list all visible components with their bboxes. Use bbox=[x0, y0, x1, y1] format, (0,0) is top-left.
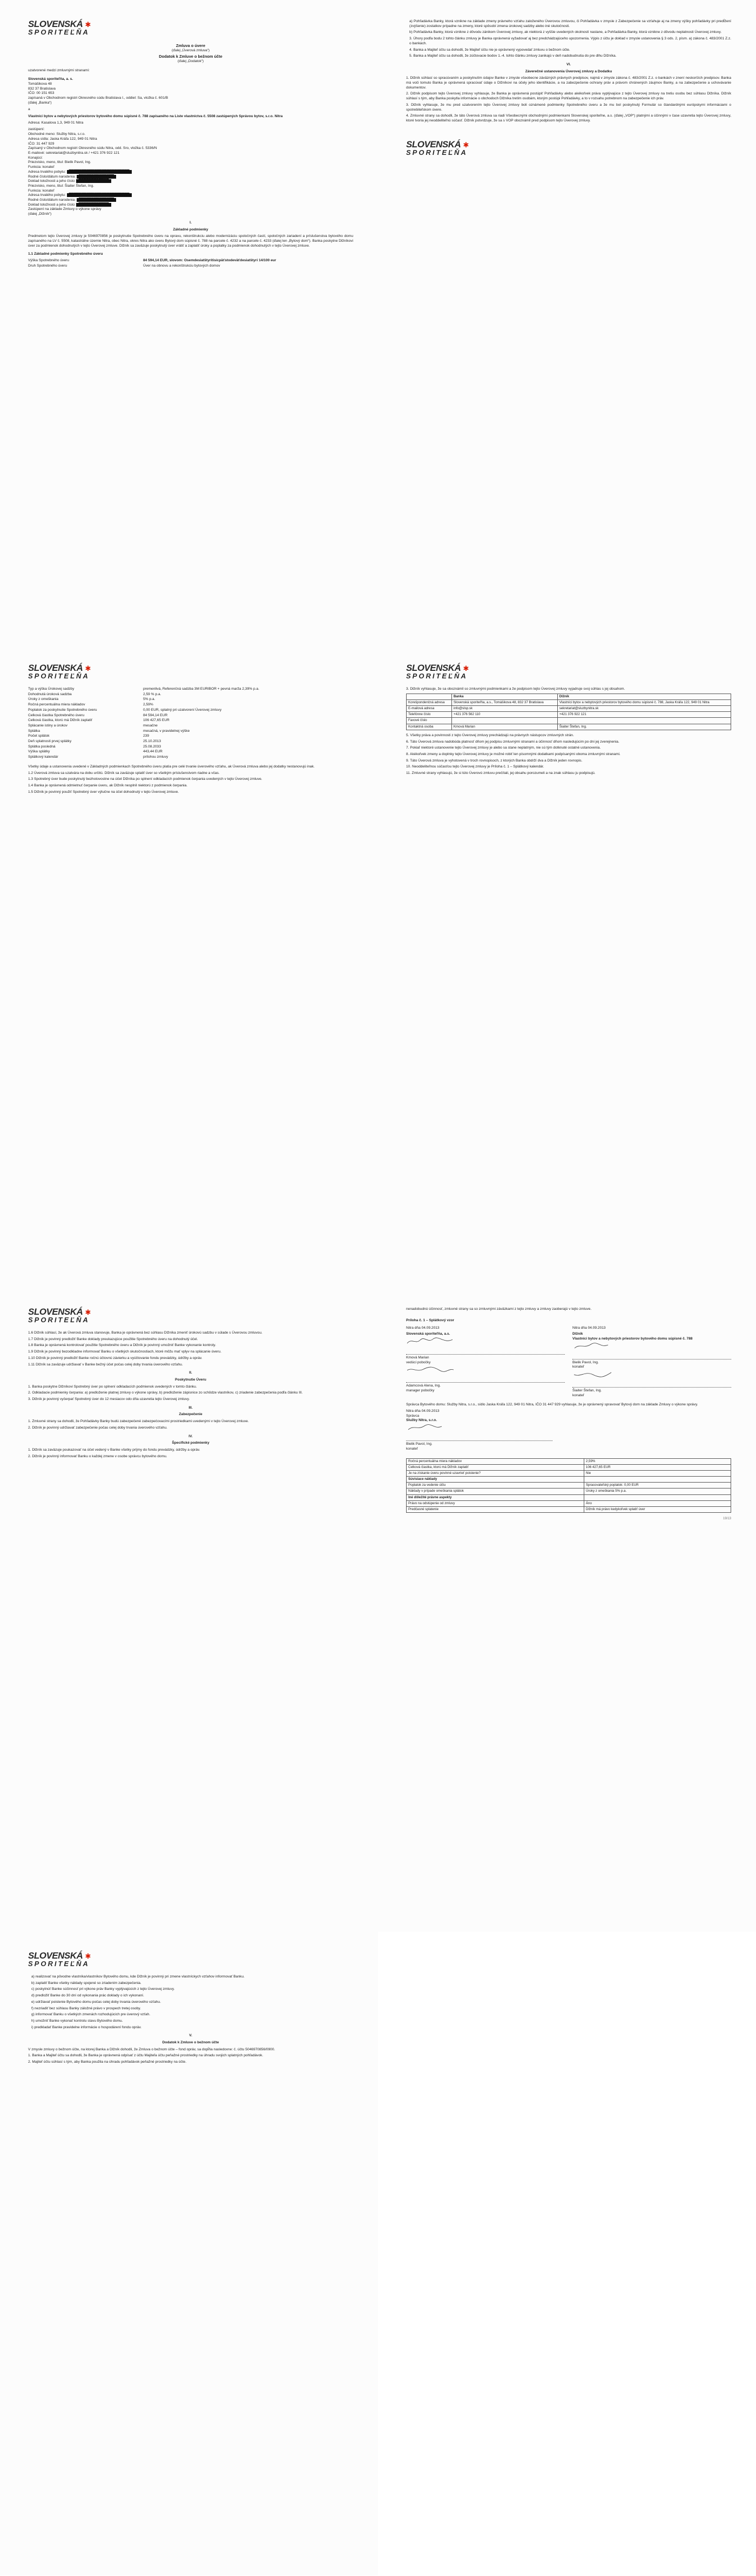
table-cell bbox=[584, 1477, 731, 1483]
table-row bbox=[407, 1458, 731, 1464]
repr-line: Rodné číslo/dátum narodenia: ██████████████ bbox=[28, 175, 353, 180]
term-label: Celková čiastka Spotrebného úveru bbox=[28, 713, 85, 717]
party-label: Správca bbox=[406, 1413, 420, 1418]
clause-paragraph: 1. Dlžník súhlasí so spracúvaním a poskytnutím údajov Banke v zmysle všeobecne záväzných právnych predpisov, najmä v zmysle zákona č. 483/2001 Z.z. o bankách v znení neskorších predpisov. Banka má voči tomuto Banka je oprávnená spracúvať údaje o Dlžníkovi na účely jeho identifikácie, a na zabezpečenie ochrany práv a právom chránených záujmov Banky, a na zabezpečenie a uchovávanie dokumentov. bbox=[406, 76, 731, 90]
list-item: 1.4 Banka je oprávnená odmietnuť čerpanie úveru, ak Dlžník nesplnil niektorú z podmienok čerpania. bbox=[28, 783, 187, 787]
bank-logo: SLOVENSKÁ ✱ SPORITEĽŇA bbox=[28, 1950, 91, 1968]
list-item: 9. Táto Úverová zmluva je vyhotovená v troch rovnopisoch, z ktorých Banka obdrží dva a Dlžník jeden rovnopis. bbox=[406, 758, 583, 763]
table-cell: 2,59% bbox=[584, 1458, 731, 1464]
list-item: 6. Táto Úverová zmluva nadobúda platnosť dňom jej podpisu zmluvnými stranami a účinnosť dňom nasledujúcim po dni jej zverejnenia. bbox=[406, 739, 619, 744]
list-item: 1.6 Dlžník súhlasí, že ak Úverová zmluva stanovuje, Banka je oprávnená bez súhlasu Dlžníka zmeniť úrokovú sadzbu v súlade s Úverovou zmluvou. bbox=[28, 1331, 262, 1335]
document-page-5 bbox=[0, 1288, 378, 1932]
section-number: III. bbox=[188, 1405, 193, 1410]
term-value: 443,44 EUR bbox=[143, 750, 163, 754]
document-page-2 bbox=[378, 0, 756, 644]
section-title: Základné podmienky bbox=[173, 227, 208, 232]
redaction-bar: ██████████████ bbox=[77, 175, 116, 179]
list-item: 10. Neoddeliteľnou súčasťou tejto Úverovej zmluvy je Príloha č. 1 – Splátkový kalendár. bbox=[406, 765, 544, 769]
star-icon: ✱ bbox=[85, 1952, 91, 1960]
client-address: Adresa: Kasalova 1,3, 949 01 Nitra bbox=[28, 120, 84, 125]
loan-terms bbox=[28, 259, 353, 268]
term-label: Splácanie istiny a úrokov bbox=[28, 723, 68, 728]
bank-block bbox=[28, 77, 353, 105]
bank-line: IČO: 00 151 653 bbox=[28, 91, 55, 96]
section-paragraph: Predmetom tejto Úverovej zmluvy je 5046970856 je poskytnutie Spotrebného úveru na opravu, rekonštrukciu alebo modernizáciu spoločných častí, spoločných zariadení a príslušenstva bytového domu zapísaného na LV č. 5508, katastrálne územie Nitra, obec Nitra, okres Nitra ako úveru Bytový dom súpisné č. 788 na parcele č. 4232 a na parcele č. 4233 (ďalej len „Bytový dom“). Banka poskytne Dlžníkovi úver za podmienok dohodnutých v tejto Úverovej zmluve. Dlžník sa zaväzuje poskytnutý úver vrátiť a zaplatiť úroky a poplatky za podmienok dohodnutých v tejto Úverovej zmluve. bbox=[28, 234, 353, 248]
table-cell: Predčasné splatenie bbox=[407, 1507, 584, 1513]
term-value: 84 594,14 EUR bbox=[143, 713, 168, 717]
table-row bbox=[407, 699, 731, 705]
loan-parameters bbox=[28, 687, 353, 760]
page-number: 19/13 bbox=[723, 1517, 731, 1521]
list-item: 8. Akékoľvek zmeny a doplnky tejto Úverovej zmluvy je možné robiť len písomnými dodatkami podpísanými oboma zmluvnými stranami. bbox=[406, 752, 620, 756]
signature-block bbox=[406, 1423, 552, 1451]
table-row bbox=[407, 1470, 731, 1476]
signature-scribble bbox=[406, 1365, 455, 1372]
clause-paragraph: 2. Dlžník podpisom tejto Úverovej zmluvy vyhlasuje, že Banka je oprávnená postúpiť Pohľadávky alebo akékoľvek práva vyplývajúce z tejto Úverovej zmluvy na tretiu osobu bez súhlasu Dlžníka. Dlžník súhlasí s tým, aby Banka poskytla informácie o obchodoch Dlžníka tretím osobám, ktorým postúpi Pohľadávky, a to v rozsahu potrebnom na zabezpečenie ich práv. bbox=[406, 92, 731, 101]
term-label: Splátka posledná bbox=[28, 744, 56, 749]
table-row bbox=[407, 1494, 731, 1500]
list-item: a) realizovať na pôvodne vlastníka/vlastníkov Bytového domu, kde Dlžník je povinný pri zmene vlastníckych vzťahov informovať Banku. bbox=[31, 1975, 245, 1979]
representation-intro: zastúpení: bbox=[28, 127, 45, 132]
bank-signatures bbox=[406, 1326, 565, 1398]
list-item: c) poskytnúť Banke súčinnosť pri výkone práv Banky vyplývajúcich z tejto Úverovej zmluvy. bbox=[31, 1987, 175, 1992]
table-cell: sekretariat@sluzbynitra.sk bbox=[557, 706, 731, 712]
repr-line: Funkcia: konateľ bbox=[28, 188, 55, 193]
term-label: Počet splátok bbox=[28, 734, 50, 738]
section-number: I. bbox=[190, 220, 192, 225]
signature-scribble bbox=[572, 1342, 621, 1349]
repr-line: Zapísaný v Obchodnom registri Okresného súdu Nitra, odd. Sro, vložka č. 5336/N bbox=[28, 146, 157, 151]
bank-line: zapísaná v Obchodnom registri Okresného súdu Bratislava I., oddiel: Sa, vložka č. 601/B bbox=[28, 96, 168, 100]
list-item: g) informovať Banku o všetkých zmenách rozhodujúcich pre úverový vzťah. bbox=[31, 2013, 151, 2017]
clause-paragraph: 2. Dlžník je povinný udržiavať zabezpečenie počas celej doby trvania úverového vzťahu. bbox=[28, 1425, 167, 1430]
table-header: Banka bbox=[451, 694, 557, 699]
table-cell: 106 427,65 EUR bbox=[584, 1464, 731, 1470]
table-row bbox=[407, 712, 731, 718]
repr-line: Adresa sídla: Jaska Kráľa 122, 949 01 Nitra bbox=[28, 137, 97, 141]
term-label: Deň splatnosti prvej splátky bbox=[28, 739, 72, 744]
table-row bbox=[407, 1483, 731, 1488]
section-number: V. bbox=[189, 2034, 192, 2038]
annex-title: Príloha č. 1 – Splátkový vzor bbox=[406, 1318, 455, 1322]
repr-line: Obchodné meno: Služby Nitra, s.r.o. bbox=[28, 132, 85, 137]
signer-name: Šiaiter Štefan, Ing. bbox=[572, 1387, 731, 1394]
table-cell: Ročná percentuálna miera nákladov bbox=[407, 1458, 584, 1464]
term-value: 84 594,14 EUR, slovom: Osemdesiatštyritisícpäťstodeväťdesiatštyri 14/100 eur bbox=[143, 259, 276, 263]
clause-paragraph: nenadobudnú účinnosť, zmluvné strany sa so zmluvnými záväzkami z tejto zmluvy a zmluvy zaoberajú v tejto zmluve. bbox=[406, 1307, 592, 1311]
term-label: Splátka bbox=[28, 729, 40, 733]
table-cell: Právo na odstúpenie od zmluvy bbox=[407, 1500, 584, 1506]
clause-paragraph: 2. Dlžník je povinný informovať Banku o každej zmene v osobe správcu bytového domu. bbox=[28, 1454, 167, 1458]
clause-paragraph: 3. Dlžník vyhlasuje, že mu pred uzatvorením tejto Úverovej zmluvy boli oznámené podmienky Spotrebného úveru a že mu bol poskytnutý Formulár so štandardnými európskymi informáciami o spotrebiteľskom úvere. bbox=[406, 103, 731, 112]
section-title: Špecifické podmienky bbox=[172, 1441, 210, 1445]
table-cell: Úroky z omeškania 5% p.a. bbox=[584, 1488, 731, 1494]
signer-name: Adamcová Alena, Ing. bbox=[406, 1382, 565, 1389]
star-icon: ✱ bbox=[85, 1308, 91, 1316]
repr-line: Priezvisko, meno, titul: Bielik Pavol, Ing. bbox=[28, 160, 91, 165]
table-cell: Kontaktná osoba bbox=[407, 724, 452, 730]
table-cell: info@slsp.sk bbox=[451, 706, 557, 712]
list-item: 1.3 Spotrebný úver bude poskytnutý bezhotovostne na účet Dlžníka po splnení odkladacích podmienok čerpania uvedených v tejto Úverovej zmluve. bbox=[28, 777, 262, 781]
list-item: 4. Banka a Majiteľ účtu sa dohodli, že Majiteľ účtu nie je oprávnený vypovedať zmluvu o bežnom účte. bbox=[409, 47, 570, 52]
document-page-8-blank bbox=[378, 1932, 756, 2575]
clause-paragraph: 2. Odkladacie podmienky čerpania: a) predloženie platnej zmluvy o výkone správy, b) predloženie zápisnice zo schôdze vlastníkov, c) zriadenie zabezpečenia podľa článku III. bbox=[28, 1391, 303, 1395]
representation-block bbox=[28, 132, 353, 217]
party-label: Slovenská sporiteľňa, a.s. bbox=[406, 1332, 450, 1336]
repr-line: Doklad totožnosti a jeho číslo: ████████████ bbox=[28, 179, 353, 184]
term-label: Poplatok za poskytnutie Spotrebného úveru bbox=[28, 708, 97, 712]
table-cell: Je na získanie úveru povinné uzavrieť poistenie? bbox=[407, 1470, 584, 1476]
table-row bbox=[407, 694, 731, 699]
signature-block bbox=[406, 1365, 565, 1393]
table-header bbox=[407, 694, 452, 699]
bank-logo: SLOVENSKÁ ✱ SPORITEĽŇA bbox=[406, 663, 469, 680]
term-label: Výška Spotrebného úveru bbox=[28, 259, 69, 263]
table-cell: Korešpondenčná adresa bbox=[407, 699, 452, 705]
bank-logo: SLOVENSKÁ ✱ SPORITEĽŇA bbox=[28, 1307, 91, 1324]
signature-block bbox=[572, 1342, 731, 1370]
term-label: Celková čiastka, ktorú má Dlžník zaplatiť bbox=[28, 718, 93, 723]
obligations-list bbox=[31, 1975, 353, 2030]
list-item: b) Pohľadávka Banky, ktorá vznikne z dôvodu zánikom Úverovej zmluvy, ak niektorá z vyššie uvedených okolností nastane, a Pohľadávka Banky, ktorá vznikne z dôvodu neplatnosti Úverovej zmluvy. bbox=[409, 30, 722, 35]
section-number: II. bbox=[189, 1371, 192, 1375]
redaction-bar: ████████████████████████ bbox=[67, 170, 132, 174]
table-row bbox=[407, 1464, 731, 1470]
term-value: 0,00 EUR, splatný pri uzatvorení Úverovej zmluvy bbox=[143, 708, 222, 712]
repr-line: Zastúpení na základe Zmluvy o výkone správy bbox=[28, 207, 102, 212]
document-page-7 bbox=[0, 1932, 378, 2575]
clause-paragraph: 2. Majiteľ účtu súhlasí s tým, aby Banka použila na úhradu pohľadávok peňažné prostriedky na účte. bbox=[28, 2060, 187, 2064]
clause-paragraph: Všetky údaje a ustanovenia uvedené v Základných podmienkach Spotrebného úveru platia pre celé trvanie úverového vzťahu, ak Úverová zmluva alebo jej dodatky nestanovujú inak. bbox=[28, 764, 315, 769]
repr-line: Rodné číslo/dátum narodenia: ██████████████ bbox=[28, 198, 353, 203]
table-cell: Súvisiace náklady bbox=[407, 1477, 584, 1483]
table-cell: E-mailová adresa bbox=[407, 706, 452, 712]
section-title: Poskytnutie Úveru bbox=[175, 1377, 206, 1382]
term-label: Dohodnutá úroková sadzba bbox=[28, 692, 72, 696]
document-page-4 bbox=[378, 644, 756, 1288]
signer-name: Kmová Marian bbox=[406, 1354, 565, 1361]
redaction-bar: ████████████████████████ bbox=[67, 193, 132, 197]
table-cell bbox=[584, 1494, 731, 1500]
document-page-3 bbox=[0, 644, 378, 1288]
term-value: mesačne bbox=[143, 723, 158, 728]
table-cell: Telefónne číslo bbox=[407, 712, 452, 718]
bank-line: Tomášikova 48 bbox=[28, 81, 52, 86]
list-item: h) umožniť Banke vykonať kontrolu stavu Bytového domu. bbox=[31, 2018, 123, 2023]
section-number: VI. bbox=[566, 62, 571, 66]
client-heading: Vlastníci bytov a nebytových priestorov bytového domu súpisné č. 788 zapísaného na Liste vlastníctva č. 5508 zastúpených Správou bytov, s.r.o. Nitra bbox=[28, 114, 283, 119]
administrator-name: Služby Nitra, s.r.o. bbox=[406, 1418, 437, 1423]
clause-list bbox=[406, 733, 731, 776]
clause-paragraph: 1. Zmluvné strany sa dohodli, že Pohľadávky Banky budú zabezpečené zabezpečovacími prostriedkami uvedenými v tejto Úverovej zmluve. bbox=[28, 1419, 249, 1424]
term-label: Splátkový kalendár bbox=[28, 755, 58, 759]
repr-line: (ďalej „Dlžník“) bbox=[28, 212, 52, 216]
section-title: Dodatok k Zmluve o bežnom účte bbox=[162, 2041, 219, 2045]
document-page-6 bbox=[378, 1288, 756, 1932]
table-cell: Áno bbox=[584, 1500, 731, 1506]
list-item: 1.8 Banka je oprávnená kontrolovať použitie Spotrebného úveru a Dlžník je povinný umožniť Banke vykonanie kontroly. bbox=[28, 1343, 216, 1348]
clause-paragraph: 1. Banka poskytne Dlžníkovi Spotrebný úver po splnení odkladacích podmienok uvedených v tomto článku. bbox=[28, 1384, 197, 1389]
list-item: 1.7 Dlžník je povinný predložiť Banke doklady preukazujúce použitie Spotrebného úveru na dohodnutý účel. bbox=[28, 1337, 198, 1341]
list-item: 5. Banka a Majiteľ účtu sa dohodli, že zúčtovacie bodov 1.-4. tohto článku zmluvy zanikajú v deň nadobudnutia do pre dlhu Dlžníka. bbox=[409, 54, 617, 58]
subsection-title: 1.1 Základné podmienky Spotrebného úveru bbox=[28, 252, 103, 256]
table-cell: Vlastníci bytov a nebytových priestorov bytového domu súpisné č. 788, Jaska Kráľa 122, 949 01 Nitra bbox=[557, 699, 731, 705]
section-number: IV. bbox=[188, 1434, 193, 1438]
signer-role: konateľ bbox=[572, 1365, 584, 1369]
bank-line: 832 37 Bratislava bbox=[28, 86, 56, 91]
signature-scribble bbox=[572, 1370, 621, 1377]
repr-line: IČO: 31 447 929 bbox=[28, 141, 55, 146]
repr-line: Adresa trvalého pobytu: ████████████████████████ bbox=[28, 170, 353, 175]
signer-role: manager pobočky bbox=[406, 1388, 435, 1392]
signer-role: konateľ bbox=[572, 1393, 584, 1397]
table-row bbox=[407, 1488, 731, 1494]
list-item: d) predložiť Banke do 30 dní od vykonania prác doklady o ich vykonaní. bbox=[31, 1994, 144, 1998]
repr-line: E-mailové: sekretariat@sluzbynitra.sk / +421 376 922 121 bbox=[28, 151, 120, 155]
debtor-name: Vlastníci bytov a nebytových priestorov bytového domu súpisné č. 788 bbox=[572, 1336, 693, 1341]
redaction-bar: ████████████ bbox=[76, 203, 111, 207]
term-value: 25.10.2013 bbox=[143, 739, 161, 744]
table-cell: +421 376 562 110 bbox=[451, 712, 557, 718]
table-row bbox=[407, 1507, 731, 1513]
place-date: Nitra dňa 04.09.2013 bbox=[406, 1409, 440, 1413]
logo-line-2: SPORITEĽŇA bbox=[28, 28, 90, 36]
debtor-signatures bbox=[572, 1326, 731, 1398]
signer-role: vedúci pobočky bbox=[406, 1360, 431, 1364]
list-item: 1.10 Dlžník je povinný predložiť Banke ročnú účtovnú závierku a vyúčtovanie fondu prevádzky, údržby a opráv. bbox=[28, 1356, 202, 1360]
contacts-table bbox=[406, 694, 731, 730]
clause-paragraph: V zmysle zmluvy o bežnom účte, na ktorej Banka a Dlžník dohodli, že Zmluva o bežnom účte – fond opráv, sa dopĺňa nasledovne: č. účtu 5046970856/0900. bbox=[28, 2047, 275, 2051]
list-item: 1.2 Úverová zmluva sa uzatvára na dobu určitú. Dlžník sa zaväzuje splatiť úver so všetkým príslušenstvom riadne a včas. bbox=[28, 771, 220, 775]
clause-paragraph: 4. Zmluvné strany sa dohodli, že táto Úverová zmluva sa riadi Všeobecnými obchodnými podmienkami Slovenskej sporiteľne, a.s. (ďalej „VOP“) platnými a účinnými v čase uzavretia tejto Úverovej zmluvy, ktoré tvoria jej neoddeliteľnú súčasť. Dlžník potvrdzuje, že sa s VOP oboznámil pred podpisom tejto Úverovej zmluvy. bbox=[406, 114, 731, 123]
term-value: 25.08.2033 bbox=[143, 744, 161, 749]
contract-title: Zmluva o úvere bbox=[176, 43, 206, 48]
clause-list bbox=[28, 771, 353, 795]
signature-area bbox=[406, 1326, 731, 1398]
table-cell: Slovenská sporiteľňa, a.s., Tomášikova 48, 832 37 Bratislava bbox=[451, 699, 557, 705]
repr-line: Funkcia: konateľ bbox=[28, 165, 55, 169]
term-value: Úver na obnovu a rekonštrukciu bytových domov bbox=[143, 263, 220, 268]
table-row bbox=[407, 706, 731, 712]
signature-scribble bbox=[406, 1337, 455, 1344]
logo-line-1: SLOVENSKÁ bbox=[28, 19, 83, 29]
amendment-subtitle: (ďalej „Dodatok“) bbox=[178, 59, 204, 63]
contract-subtitle: (ďalej „Úverová zmluva“) bbox=[172, 48, 210, 52]
repr-line: Priezvisko, meno, titul: Šiaiter Štefan, Ing. bbox=[28, 183, 94, 188]
term-label: Výška splátky bbox=[28, 750, 50, 754]
term-value: 106 427,65 EUR bbox=[143, 718, 170, 723]
term-value: premenlivá, Referenčná sadzba 3M EURIBOR + pevná marža 2,39% p.a. bbox=[143, 687, 259, 691]
signer-name: Bielik Pavol, Ing. bbox=[572, 1359, 731, 1365]
table-row bbox=[407, 1477, 731, 1483]
table-cell: Iné dôležité právne aspekty bbox=[407, 1494, 584, 1500]
star-icon: ✱ bbox=[463, 664, 469, 672]
list-item: 5. Všetky práva a povinnosti z tejto Úverovej zmluvy prechádzajú na právnych nástupcov zmluvných strán. bbox=[406, 733, 574, 737]
section-title: Zabezpečenie bbox=[179, 1412, 202, 1417]
clause-paragraph: 1. Dlžník sa zaväzuje poukazovať na účet vedený v Banke všetky príjmy do fondu prevádzky, údržby a opráv. bbox=[28, 1447, 200, 1452]
list-item: 7. Pokiaľ niektoré ustanovenie tejto Úverovej zmluvy je alebo sa stane neplatným, nie sú tým dotknuté ostatné ustanovenia. bbox=[406, 746, 601, 750]
loan-info-table bbox=[406, 1458, 731, 1513]
bank-line: (ďalej „Banka“) bbox=[28, 100, 52, 105]
table-header: Dlžník bbox=[557, 694, 731, 699]
table-row bbox=[407, 1500, 731, 1506]
term-label: Ročná percentuálna miera nákladov bbox=[28, 703, 85, 707]
table-cell: Spracovateľský poplatok: 0,00 EUR bbox=[584, 1483, 731, 1488]
redaction-bar: ██████████████ bbox=[77, 198, 116, 202]
party-label: Dlžník bbox=[572, 1332, 583, 1336]
table-cell: Celková čiastka, ktorú má Dlžník zaplatiť bbox=[407, 1464, 584, 1470]
signature-scribble bbox=[406, 1423, 455, 1431]
list-item: 3. Úhory podľa bodu 2 tohto článku zmluvy je Banka oprávnená vyžadovať aj bez predchádzajúceho upozornenia. Výpis z účtu je doklad v zmysle ustanovenia § 3 ods. 2, písm. a) zákona č. 483/2001 Z.z. o bankách. bbox=[409, 37, 731, 45]
term-label: Typ a výška Úrokovej sadzby bbox=[28, 687, 75, 691]
signer-role: konateľ bbox=[406, 1446, 418, 1451]
bank-logo: SLOVENSKÁ ✱ SPORITEĽŇA bbox=[28, 663, 91, 680]
section-title: Záverečné ustanovenia Úverovej zmluvy a Dodatku bbox=[525, 69, 612, 73]
term-value: prílohou zmluvy bbox=[143, 755, 168, 759]
clause-list bbox=[28, 1331, 353, 1367]
document-page-1 bbox=[0, 0, 378, 644]
term-value: 2,59 % p.a. bbox=[143, 692, 161, 696]
intro-text: uzatvorené medzi zmluvnými stranami: bbox=[28, 69, 90, 73]
redaction-bar: ████████████ bbox=[76, 179, 111, 183]
table-row bbox=[407, 718, 731, 724]
repr-line: Adresa trvalého pobytu: ████████████████████████ bbox=[28, 193, 353, 198]
repr-line: Konajúci: bbox=[28, 155, 43, 160]
place-date: Nitra dňa 04.09.2013 bbox=[572, 1326, 606, 1330]
list-item: 1.11 Dlžník sa zaväzuje udržiavať v Banke bežný účet počas celej doby trvania úverového vzťahu. bbox=[28, 1362, 183, 1367]
amendment-title: Dodatok k Zmluve o bežnom účte bbox=[159, 54, 222, 59]
bank-line: Slovenská sporiteľňa, a. s. bbox=[28, 77, 73, 81]
bank-logo: SLOVENSKÁ ✱ SPORITEĽŇA bbox=[406, 139, 469, 157]
place-date: Nitra dňa 04.09.2013 bbox=[406, 1326, 440, 1330]
term-value: 239 bbox=[143, 734, 150, 738]
term-value: mesačná, v pravidelnej výške bbox=[143, 729, 190, 733]
clause-paragraph: 3. Dlžník je povinný vyčerpať Spotrebný úver do 12 mesiacov odo dňa uzavretia tejto Úverovej zmluvy. bbox=[28, 1397, 190, 1402]
list-item: 11. Zmluvné strany vyhlasujú, že si túto Úverovú zmluvu prečítali, jej obsahu porozumeli a na znak súhlasu ju podpisujú. bbox=[406, 771, 596, 776]
term-value: 2,59% bbox=[143, 703, 153, 707]
list-item: b) zaplatiť Banke všetky náklady spojené so zriadením zabezpečenia. bbox=[31, 1981, 141, 1985]
table-row bbox=[407, 724, 731, 730]
table-cell: Náklady v prípade omeškania splátok bbox=[407, 1488, 584, 1494]
table-cell: Poplatok za vedenie účtu bbox=[407, 1483, 584, 1488]
list-item: 1.5 Dlžník je povinný použiť Spotrebný úver výlučne na účel dohodnutý v tejto Úverovej zmluve. bbox=[28, 790, 179, 794]
signature-block bbox=[406, 1337, 565, 1365]
star-icon: ✱ bbox=[85, 664, 91, 672]
clause-paragraph: 3. Dlžník vyhlasuje, že sa oboznámil so zmluvnými podmienkami a že podpisom tejto Úverovej zmluvy vyjadruje svoj súhlas s jej obsahom. bbox=[406, 687, 625, 691]
table-cell: Šiaiter Štefan, Ing. bbox=[557, 724, 731, 730]
claims-list bbox=[409, 19, 731, 59]
signer-name: Bielik Pavol, Ing. bbox=[406, 1440, 552, 1447]
list-item: i) predkladať Banke pravidelne informácie o hospodárení fondu opráv. bbox=[31, 2025, 141, 2029]
table-cell: Dlžník má právo kedykoľvek splatiť úver bbox=[584, 1507, 731, 1513]
administrator-statement: Správca Bytového domu: Služby Nitra, s.r.o., sídlo Jaska Kráľa 122, 949 01 Nitra, IČO 31 447 929 vyhlasuje, že je oprávnený spravovať Bytový dom na základe Zmluvy o výkone správy. bbox=[406, 1403, 698, 1407]
clause-paragraph: 1. Banka a Majiteľ účtu sa dohodli, že Banka je oprávnená odpísať z účtu Majiteľa účtu peňažné prostriedky na úhradu svojich splatných pohľadávok. bbox=[28, 2054, 264, 2058]
signature-block bbox=[572, 1370, 731, 1398]
term-label: Úroky z omeškania bbox=[28, 697, 59, 702]
list-item: f) nezriadiť bez súhlasu Banky záložné právo v prospech tretej osoby. bbox=[31, 2006, 141, 2010]
term-value: 5% p.a. bbox=[143, 697, 156, 702]
list-item: a) Pohľadávka Banky, ktorá vznikne na základe zmeny právneho vzťahu založeného Úverovou zmluvou, či Pohľadávka v zmysle z Zabezpečenie sa vzťahuje aj na zmeny výšky pohľadávky pri predĺžení (zvýšenie) zostatkov prípadne na zmeny, ktoré spôsobí zmena úrokovej sadzby alebo iné skutočnosti. bbox=[409, 19, 731, 28]
list-item: 1.9 Dlžník je povinný bezodkladne informovať Banku o všetkých skutočnostiach, ktoré môžu mať vplyv na splácanie úveru. bbox=[28, 1350, 221, 1354]
term-label: Druh Spotrebného úveru bbox=[28, 263, 68, 268]
table-cell bbox=[451, 718, 557, 724]
bank-logo bbox=[28, 19, 353, 36]
repr-line: Doklad totožnosti a jeho číslo: ████████████ bbox=[28, 203, 353, 208]
table-cell: +421 376 922 121 bbox=[557, 712, 731, 718]
list-item: e) udržiavať poistenie Bytového domu počas celej doby trvania úverového vzťahu. bbox=[31, 2000, 161, 2004]
table-cell: Nie bbox=[584, 1470, 731, 1476]
star-icon: ✱ bbox=[85, 21, 91, 29]
table-cell: Faxové číslo bbox=[407, 718, 452, 724]
star-icon: ✱ bbox=[463, 140, 469, 149]
and-text: a bbox=[28, 107, 30, 112]
table-cell bbox=[557, 718, 731, 724]
table-cell: Kmová Marian bbox=[451, 724, 557, 730]
